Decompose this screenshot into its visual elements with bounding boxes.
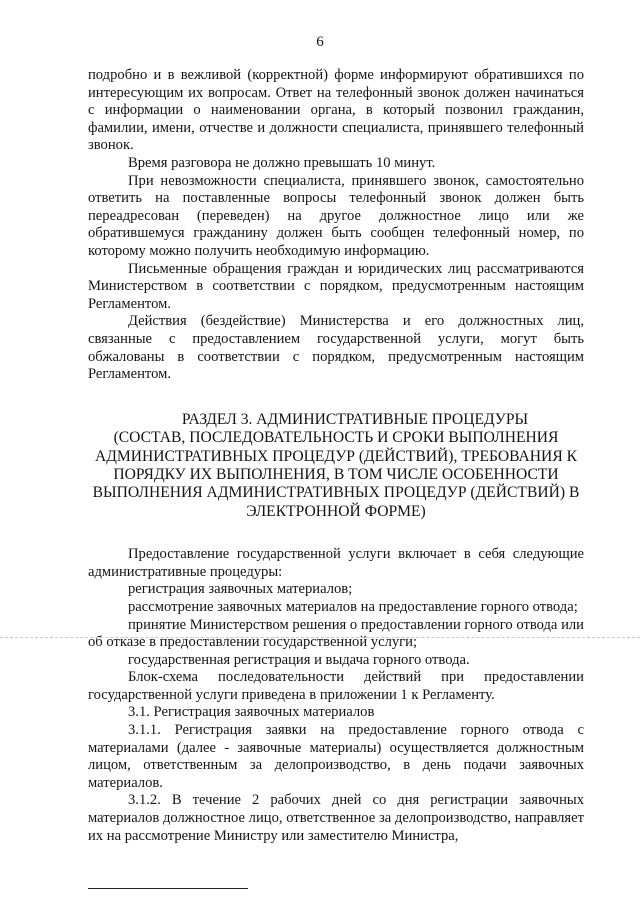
list-item: государственная регистрация и выдача горного отвода. [128, 651, 470, 668]
section-heading-line: РАЗДЕЛ 3. АДМИНИСТРАТИВНЫЕ ПРОЦЕДУРЫ [181, 410, 529, 428]
paragraph: Действия (бездействие) Министерства и его должностных лиц, связанные с предоставлением государственной услуги, могут быть обжалованы в соответствии с порядком, предусмотренным настоящим Регламентом. [88, 313, 584, 383]
paragraphs-before-section [88, 67, 584, 384]
paragraph: подробно и в вежливой (корректной) форме информируют обратившихся по интересующим их вопросам. Ответ на телефонный звонок должен начинаться с информации о наименовании органа, в который позвонил гражданин, фамилии, имени, отчестве и должности специалиста, принявшего телефонный звонок. [88, 67, 584, 154]
scan-artifact-line [0, 637, 640, 638]
section-heading-line: АДМИНИСТРАТИВНЫХ ПРОЦЕДУР (ДЕЙСТВИЙ), ТРЕБОВАНИЯ К [94, 447, 578, 465]
list-item: принятие Министерством решения о предоставлении горного отвода или об отказе в предоставлении государственной услуги; [88, 616, 584, 651]
paragraphs-after-section [88, 546, 584, 845]
page-number: 6 [316, 34, 324, 50]
section-heading-line: ВЫПОЛНЕНИЯ АДМИНИСТРАТИВНЫХ ПРОЦЕДУР (ДЕЙСТВИЙ) В [92, 484, 580, 502]
footnote-divider [88, 888, 248, 889]
subsection-title: 3.1. Регистрация заявочных материалов [128, 704, 375, 721]
paragraph: При невозможности специалиста, принявшего звонок, самостоятельно ответить на поставленные вопросы телефонный звонок должен быть переадресован (переведен) на другое должностное лицо или же обратившемуся гражданину должен быть сообщен телефонный номер, по которому можно получить необходимую информацию. [88, 172, 584, 259]
document-body [88, 67, 584, 845]
list-item: рассмотрение заявочных материалов на предоставление горного отвода; [128, 598, 578, 615]
paragraph: 3.1.1. Регистрация заявки на предоставление горного отвода с материалами (далее - заявочные материалы) осуществляется должностным лицом, ответственным за делопроизводство, в день подачи заявочных материалов. [88, 722, 584, 791]
section-heading-line: (СОСТАВ, ПОСЛЕДОВАТЕЛЬНОСТЬ И СРОКИ ВЫПОЛНЕНИЯ [113, 429, 559, 447]
paragraph: 3.1.2. В течение 2 рабочих дней со дня регистрации заявочных материалов должностное лицо, ответственное за делопроизводство, направляет их на рассмотрение Министру или заместителю Министра, [88, 792, 584, 844]
list-item: регистрация заявочных материалов; [128, 581, 353, 598]
paragraph: Блок-схема последовательности действий при предоставлении государственной услуги приведена в приложении 1 к Регламенту. [88, 669, 584, 703]
section-heading-line: ПОРЯДКУ ИХ ВЫПОЛНЕНИЯ, В ТОМ ЧИСЛЕ ОСОБЕННОСТИ [113, 465, 559, 483]
paragraph: Письменные обращения граждан и юридических лиц рассматриваются Министерством в соответствии с порядком, предусмотренным настоящим Регламентом. [88, 260, 584, 312]
paragraph: Предоставление государственной услуги включает в себя следующие административные процедуры: [88, 546, 584, 580]
section-heading [88, 411, 584, 521]
section-heading-line: ЭЛЕКТРОННОЙ ФОРМЕ) [246, 502, 426, 520]
paragraph: Время разговора не должно превышать 10 минут. [128, 154, 436, 171]
